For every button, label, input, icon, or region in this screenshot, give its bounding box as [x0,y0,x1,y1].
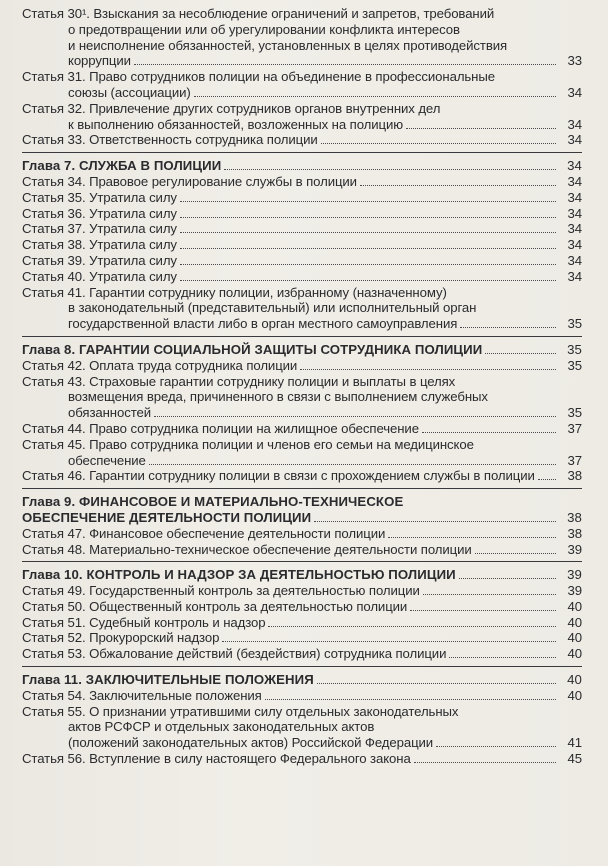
entry-title-line [22,437,556,453]
entry-title-line [22,421,556,437]
entry-text: (положений законодательных актов) Российской Федерации [68,735,434,751]
page-number: 34 [567,84,582,100]
entry-text: возмещения вреда, причиненного в связи с выполнением служебных [68,389,488,405]
table-of-contents [22,6,582,767]
toc-entry [22,237,582,253]
dot-leader [317,683,556,684]
dot-leader [300,369,556,370]
toc-entry [22,285,582,332]
page-number: 41 [567,735,582,751]
entry-title-line [22,358,556,374]
entry-title-line [22,132,556,148]
page-number: 34 [567,116,582,132]
entry-text: актов РСФСР и отдельных законодательных актов [68,719,375,735]
page-number: 37 [567,452,582,468]
toc-entry [22,646,582,662]
page-number: 34 [567,252,582,268]
entry-text: коррупции [68,53,131,69]
toc-entry [22,269,582,285]
dot-leader [388,537,556,538]
page-number: 34 [567,237,582,253]
entry-text: Глава 10. КОНТРОЛЬ И НАДЗОР ЗА ДЕЯТЕЛЬНОСТЬЮ ПОЛИЦИИ [22,567,456,583]
dot-leader [314,521,556,522]
entry-text: обязанностей [68,405,152,421]
entry-continuation-line [22,735,556,751]
entry-title-line [22,615,556,631]
section-divider [22,488,582,489]
section-divider [22,666,582,667]
toc-entry [22,101,582,133]
entry-continuation-line [22,38,556,54]
entry-text: Статья 48. Материально-техническое обеспечение деятельности полиции [22,541,472,557]
entry-title-line [22,221,556,237]
chapter-heading [22,342,582,358]
entry-text: Статья 39. Утратила силу [22,252,177,268]
page-number: 38 [567,468,582,484]
entry-title-line [22,206,556,222]
entry-text: Статья 35. Утратила силу [22,189,177,205]
entry-text: Статья 32. Привлечение других сотрудников органов внутренних дел [22,100,441,116]
page-number: 39 [567,541,582,557]
page-number: 34 [567,132,582,148]
dot-leader [180,201,556,202]
entry-text: Статья 38. Утратила силу [22,237,177,253]
chapter-heading [22,672,582,688]
entry-text: Статья 56. Вступление в силу настоящего Федерального закона [22,751,411,767]
entry-title-line [22,599,556,615]
entry-title-line [22,704,556,720]
entry-continuation-line [22,300,556,316]
page-number: 35 [567,357,582,373]
entry-continuation-line [22,22,556,38]
toc-entry [22,468,582,484]
page-number: 35 [567,341,582,357]
section-divider [22,152,582,153]
page-number: 38 [567,509,582,525]
dot-leader [410,610,556,611]
entry-title-line [22,630,556,646]
entry-title-line [22,646,556,662]
entry-continuation-line [22,389,556,405]
entry-text: Статья 40. Утратила силу [22,268,177,284]
entry-title-line [22,253,556,269]
dot-leader [475,553,556,554]
entry-continuation-line [22,316,556,332]
entry-continuation-line [22,405,556,421]
page-number: 33 [567,53,582,69]
toc-entry [22,358,582,374]
entry-text: Статья 33. Ответственность сотрудника полиции [22,132,318,148]
entry-text: Глава 8. ГАРАНТИИ СОЦИАЛЬНОЙ ЗАЩИТЫ СОТРУДНИКА ПОЛИЦИИ [22,341,483,357]
dot-leader [268,626,556,627]
section-divider [22,561,582,562]
page-number: 40 [567,598,582,614]
entry-text: Глава 7. СЛУЖБА В ПОЛИЦИИ [22,158,222,174]
dot-leader [321,143,556,144]
toc-entry [22,630,582,646]
entry-text: Статья 49. Государственный контроль за деятельностью полиции [22,583,420,599]
entry-text: Статья 31. Право сотрудников полиции на объединение в профессиональные [22,69,495,85]
entry-title-line [22,69,556,85]
toc-entry [22,174,582,190]
entry-title-line [22,688,556,704]
dot-leader [436,746,556,747]
entry-title-line [22,174,556,190]
page-number: 40 [567,687,582,703]
toc-entry [22,751,582,767]
entry-text: о предотвращении или об урегулировании конфликта интересов [68,21,460,37]
entry-text: в законодательный (представительный) или исполнительный орган [68,300,477,316]
entry-title-line [22,526,556,542]
page-number: 40 [567,614,582,630]
dot-leader [538,479,556,480]
toc-entry [22,6,582,69]
entry-title-line [22,751,556,767]
toc-entry [22,599,582,615]
entry-text: Статья 51. Судебный контроль и надзор [22,614,266,630]
entry-text: Глава 9. ФИНАНСОВОЕ И МАТЕРИАЛЬНО-ТЕХНИЧЕСКОЕ [22,494,404,510]
entry-text: ОБЕСПЕЧЕНИЕ ДЕЯТЕЛЬНОСТИ ПОЛИЦИИ [22,509,312,525]
entry-title-line [22,237,556,253]
dot-leader [460,327,556,328]
entry-title-line [22,583,556,599]
page-number: 39 [567,567,582,583]
dot-leader [459,578,556,579]
entry-text: Статья 47. Финансовое обеспечение деятельности полиции [22,525,386,541]
chapter-heading [22,567,582,583]
entry-title-line [22,190,556,206]
entry-text: Статья 50. Общественный контроль за деятельностью полиции [22,598,408,614]
dot-leader [265,699,556,700]
dot-leader [222,641,556,642]
entry-text: к выполнению обязанностей, возложенных на полицию [68,116,404,132]
entry-text: Статья 30¹. Взыскания за несоблюдение ограничений и запретов, требований [22,6,495,21]
entry-continuation-line [22,510,556,526]
page-number: 35 [567,405,582,421]
entry-title-line [22,6,556,22]
entry-title-line [22,342,556,358]
entry-text: Статья 52. Прокурорский надзор [22,630,220,646]
entry-title-line [22,101,556,117]
dot-leader [180,232,556,233]
entry-continuation-line [22,453,556,469]
toc-entry [22,583,582,599]
entry-text: Глава 11. ЗАКЛЮЧИТЕЛЬНЫЕ ПОЛОЖЕНИЯ [22,672,314,688]
dot-leader [180,280,556,281]
page-number: 34 [567,268,582,284]
entry-text: Статья 45. Право сотрудника полиции и членов его семьи на медицинское [22,436,474,452]
entry-title-line [22,567,556,583]
entry-continuation-line [22,85,556,101]
dot-leader [180,264,556,265]
toc-entry [22,132,582,148]
entry-text: и неисполнение обязанностей, установленных в целях противодействия [68,37,508,53]
entry-text: Статья 53. Обжалование действий (бездействия) сотрудника полиции [22,646,447,662]
dot-leader [449,657,556,658]
entry-title-line [22,542,556,558]
toc-entry [22,190,582,206]
toc-entry [22,542,582,558]
dot-leader [154,416,556,417]
entry-title-line [22,269,556,285]
toc-entry [22,253,582,269]
toc-entry [22,437,582,469]
toc-entry [22,615,582,631]
entry-title-line [22,494,556,510]
toc-entry [22,221,582,237]
page-number: 34 [567,173,582,189]
page-number: 40 [567,646,582,662]
page-number: 37 [567,420,582,436]
entry-continuation-line [22,53,556,69]
entry-text: Статья 55. О признании утратившими силу отдельных законодательных [22,703,459,719]
entry-text: обеспечение [68,452,146,468]
toc-entry [22,526,582,542]
page-number: 34 [567,221,582,237]
entry-text: Статья 44. Право сотрудника полиции на жилищное обеспечение [22,420,419,436]
toc-entry [22,69,582,101]
dot-leader [414,762,556,763]
dot-leader [149,464,556,465]
toc-entry [22,206,582,222]
dot-leader [406,128,556,129]
dot-leader [194,96,556,97]
entry-text: Статья 43. Страховые гарантии сотруднику полиции и выплаты в целях [22,373,456,389]
entry-title-line [22,468,556,484]
entry-text: Статья 41. Гарантии сотруднику полиции, избранному (назначенному) [22,284,447,300]
toc-entry [22,421,582,437]
page-number: 45 [567,751,582,767]
section-divider [22,336,582,337]
entry-text: союзы (ассоциации) [68,84,191,100]
dot-leader [180,248,556,249]
page-number: 38 [567,525,582,541]
page-number: 35 [567,316,582,332]
entry-text: Статья 46. Гарантии сотруднику полиции в связи с прохождением службы в полиции [22,468,535,484]
dot-leader [360,185,556,186]
chapter-heading [22,158,582,174]
page-number: 34 [567,205,582,221]
chapter-heading [22,494,582,526]
entry-text: Статья 42. Оплата труда сотрудника полиции [22,357,298,373]
entry-text: государственной власти либо в орган местного самоуправления [68,316,458,332]
entry-text: Статья 37. Утратила силу [22,221,177,237]
dot-leader [134,64,556,65]
dot-leader [423,594,556,595]
toc-entry [22,688,582,704]
entry-continuation-line [22,719,556,735]
dot-leader [224,169,556,170]
toc-entry [22,374,582,421]
dot-leader [180,217,556,218]
page-number: 39 [567,583,582,599]
toc-entry [22,704,582,751]
page-number: 34 [567,189,582,205]
entry-title-line [22,158,556,174]
entry-title-line [22,672,556,688]
page-number: 40 [567,630,582,646]
entry-text: Статья 36. Утратила силу [22,205,177,221]
page-number: 34 [567,158,582,174]
entry-text: Статья 54. Заключительные положения [22,687,262,703]
entry-title-line [22,285,556,301]
entry-text: Статья 34. Правовое регулирование службы в полиции [22,173,357,189]
dot-leader [422,432,556,433]
page-number: 40 [567,672,582,688]
entry-title-line [22,374,556,390]
entry-continuation-line [22,117,556,133]
dot-leader [485,353,556,354]
